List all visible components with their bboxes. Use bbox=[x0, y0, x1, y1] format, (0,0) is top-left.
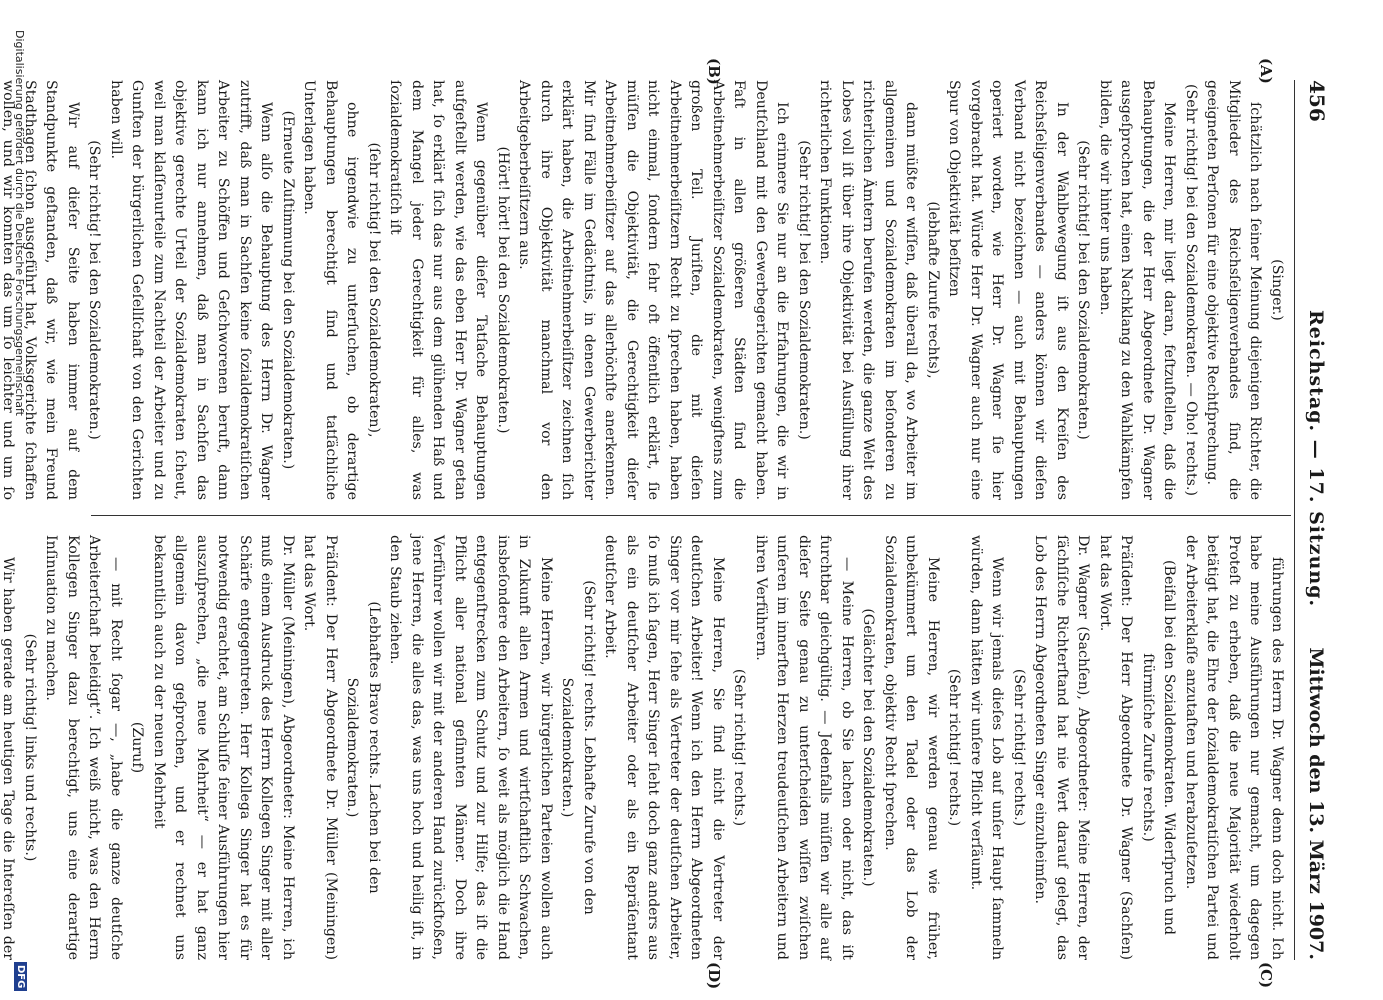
paragraph: Meine Herren, wir werden genau wie früher, unbekümmert um den Tadel oder das Lob der Sozialdemokraten, objektiv Recht ſprechen. bbox=[882, 535, 941, 960]
dfg-logo: DFG bbox=[14, 962, 27, 991]
paragraph: (Sehr richtig! bei den Sozialdemokraten. — Oho! rechts.) bbox=[1183, 83, 1199, 496]
funding-note: Digitalisierung gefördert durch die Deutsche Forschungsgemeinschaft bbox=[13, 30, 26, 416]
margin-marker-b: (B) bbox=[705, 58, 723, 85]
paragraph: (Lebhaftes Bravo rechts. Lachen bei den Sozialdemokraten.) bbox=[344, 601, 382, 894]
paragraph: ſchätzlich nach ſeiner Meinung diejenigen Richter, die Mitglieder des Reichsſeligenverbandes ſind, die geeigneten Perſonen für eine objektive Rechtſprechung. bbox=[1204, 80, 1264, 500]
paragraph: dann müßte er wiſſen, daß überall da, wo Arbeiter im allgemeinen und Sozialdemokraten im beſonderen zu richterlichen Ämtern berufen werden, die ganze Welt des Lobes voll iſt über ihre Objektivität bei Ausfüllung ihrer richterlichen Funktionen. bbox=[817, 80, 920, 500]
paragraph: (Sehr richtig! bei den Sozialdemokraten.) bbox=[1075, 140, 1092, 440]
paragraph: Meine Herren, Sie ſind nicht die Vertreter der deutſchen Arbeiter! Wenn ich den Herrn Abgeordneten Singer vor mir ſehe als Vertreter der deutſchen Arbeiter, ſo muß ich ſagen, Herr Singer ſieht doch ganz anders aus als ein deutſcher Arbeiter oder als ein Repräſentant deutſcher Arbeit. bbox=[602, 535, 726, 960]
paragraph: (Sehr richtig! bei den Sozialdemokraten.) bbox=[796, 140, 812, 440]
margin-marker-d: (D) bbox=[705, 962, 723, 990]
paragraph: Ich erinnere Sie nur an die Erfahrungen, die wir in Deutſchland mit den Gewerbegerichten gemacht haben. Faſt in allen größeren Städten ſind die Arbeitnehmerbeiſitzer Sozialdemokraten, wenigſtens zum großen Teil. Juriſten, die mit dieſen Arbeitnehmerbeiſitzern Recht zu ſprechen haben, haben nicht einmal, ſondern ſehr oft öffentlich erklärt, ſie müſſen die Objektivität, die Gerechtigkeit dieſer Arbeitnehmerbeiſitzer auf das allerhöchſte anerkennen. Mir ſind Fälle im Gedächtnis, in denen Gewerberichter erklärt haben, die Arbeitnehmerbeiſitzer zeichnen ſich durch ihre Objektivität manchmal vor den Arbeitgeberbeiſitzern aus. bbox=[516, 80, 791, 500]
paragraph: Wir auf dieſer Seite haben immer auf dem Standpunkte geſtanden, daß wir, wie mein Freund Stadthagen ſchon ausgeführt hat, Volksgerichte ſchaffen wollen, und wir konnten das um ſo leichter und um ſo bbox=[0, 80, 81, 500]
paragraph: In der Wahlbewegung iſt aus den Kreiſen des Reichsſeligenverbandes — anders können wir dieſen Verband nicht bezeichnen — auch mit Behauptungen operiert worden, wie Herr Dr. Wagner ſie hier vorgebracht hat. Würde Herr Dr. Wagner auch nur eine Spur von Objektivität beſitzen bbox=[946, 80, 1070, 500]
paragraph: Meine Herren, wir bürgerlichen Parteien wollen auch in Zukunft allen Armen und wirtſchaftlich Schwachen, insbeſondere den Arbeitern, ſo weit als möglich die Hand entgegenſtrecken zum Schutz und zur Hilfe; das iſt die Pflicht aller national geſinnten Männer. Doch ihre Verführer wollen wir mit der anderen Hand zurückſtoßen, jene Herren, die alles das, was uns hoch und heilig iſt, in den Staub ziehen. bbox=[387, 535, 554, 960]
paragraph: (ſehr richtig! bei den Sozialdemokraten), bbox=[366, 142, 382, 438]
paragraph: Wir haben gerade am heutigen Tage die Intereſſen der bbox=[0, 557, 17, 960]
paragraph: (Sehr richtig! links und rechts.) bbox=[22, 633, 38, 862]
digitization-footer bbox=[6, 0, 28, 1000]
margin-marker-c: (C) bbox=[1257, 962, 1275, 989]
margin-marker-a: (A) bbox=[1257, 58, 1275, 84]
paragraph: (Sehr richtig! rechts.) bbox=[731, 668, 748, 827]
session-date: Mittwoch den 13. März 1907. bbox=[1305, 647, 1327, 960]
running-title: Reichstag. — 17. Sitzung. bbox=[1305, 310, 1327, 608]
paragraph: (Erneute Zuſtimmung bei den Sozialdemokraten.) bbox=[280, 110, 296, 470]
paragraph: — Meine Herren, ob Sie lachen oder nicht, das iſt furchtbar gleichgültig. — Jedenfalls müſſen wir alle auf dieſer Seite genau zu unterſcheiden wiſſen zwiſchen unſeren im innerſten Herzen treudeutſchen Arbeitern und ihren Verführern. bbox=[753, 535, 855, 960]
paragraph: (Singer.) bbox=[1269, 259, 1285, 321]
paragraph: (Hört! hört! bei den Sozialdemokraten.) bbox=[495, 146, 511, 434]
paragraph: (Sehr richtig! bei den Sozialdemokraten.) bbox=[86, 140, 103, 440]
right-text-column bbox=[0, 535, 1287, 960]
paragraph: ohne irgendwie zu unterſuchen, ob derartige Behauptungen berechtigt ſind und tatſächliche Unterlagen haben. bbox=[301, 80, 361, 500]
paragraph: (Beifall bei den Sozialdemokraten. Widerſpruch und ſtürmiſche Zurufe rechts.) bbox=[1140, 559, 1178, 935]
paragraph: führungen des Herrn Dr. Wagner denn doch nicht. Ich habe meine Ausführungen nur gemacht, um dagegen Proteſt zu erheben, daß die neue Majorität wiederholt betätigt hat, die Ehre der ſozialdemokratiſchen Partei und der Arbeiterklaſſe anzutaſten und herabzuſetzen. bbox=[1183, 535, 1285, 960]
paragraph: Präſident: Der Herr Abgeordnete Dr. Müller (Meiningen) hat das Wort. bbox=[301, 535, 339, 960]
paragraph: (Sehr richtig! rechts. Lebhafte Zurufe von den Sozialdemokraten.) bbox=[559, 580, 597, 915]
paragraph: Präſident: Der Herr Abgeordnete Dr. Wagner (Sachſen) hat das Wort. bbox=[1097, 535, 1135, 960]
paragraph: Dr. Wagner (Sachſen), Abgeordneter: Meine Herren, der ſächſiſche Richterſtand hat nie Wert darauf gelegt, das Lob des Herrn Abgeordneten Singer einzuheimſen. bbox=[1032, 535, 1092, 960]
paragraph: Dr. Müller (Meiningen), Abgeordneter: Meine Herren, ich muß einem Ausdruck des Herrn Kollegen Singer mit aller Schärfe entgegentreten. Herr Kollega Singer hat es für notwendig erachtet, am Schluſſe ſeiner Ausführungen hier auszuſprechen, „die neue Mehrheit“ — er hat ganz allgemein davon geſprochen, und er rechnet uns bekanntlich auch zu der neuen Mehrheit bbox=[151, 535, 296, 960]
paragraph: (Sehr richtig! rechts.) bbox=[1011, 668, 1027, 827]
paragraph: (Gelächter bei den Sozialdemokraten.) bbox=[860, 608, 877, 887]
header-rule bbox=[1294, 80, 1295, 960]
paragraph: Meine Herren, mir liegt daran, feſtzuſtellen, daß die Behauptungen, die der Herr Abgeordnete Dr. Wagner ausgeſprochen hat, einen Nachklang zu den Wahlkämpfen bilden, die wir hinter uns haben. bbox=[1097, 80, 1178, 500]
page-header bbox=[1299, 80, 1333, 960]
page-number: 456 bbox=[1305, 80, 1329, 122]
paragraph: Wenn gegenüber dieſer Tatſache Behauptungen aufgeſtellt werden, wie das eben Herr Dr. Wagner getan hat, ſo erklärt ſich das nur aus dem glühenden Haß und dem Mangel jeder Gerechtigkeit für alles, was ſozialdemokratiſch iſt bbox=[387, 80, 490, 500]
paragraph: (Zuruf) bbox=[129, 721, 146, 774]
paragraph: — mit Recht ſogar —, „habe die ganze deutſche Arbeiterſchaft beleidigt“. Ich weiß nicht, was den Herrn Kollegen Singer dazu berechtigt, uns eine derartige Inſinuation zu machen. bbox=[43, 535, 124, 960]
paragraph: (lebhafte Zurufe rechts), bbox=[925, 201, 941, 379]
paragraph: (Sehr richtig! rechts.) bbox=[946, 668, 963, 827]
paragraph: Wenn wir jemals dieſes Lob auf unſer Haupt ſammeln würden, dann hätten wir unſere Pflicht verſäumt. bbox=[968, 535, 1006, 960]
paragraph: Wenn alſo die Behauptung des Herrn Dr. Wagner zutrifft, daß man in Sachſen keine ſozialdemokratiſchen Arbeiter zu Schöffen und Geſchworenen beruft, dann kann ich nur annehmen, daß man in Sachſen das objektive gerechte Urteil der Sozialdemokraten ſcheut, weil man klaſſenurteile zum Nachteil der Arbeiter und zu Gunſten der bürgerlichen Geſellſchaft von den Gerichten haben will. bbox=[108, 80, 275, 500]
column-divider bbox=[91, 515, 1291, 516]
